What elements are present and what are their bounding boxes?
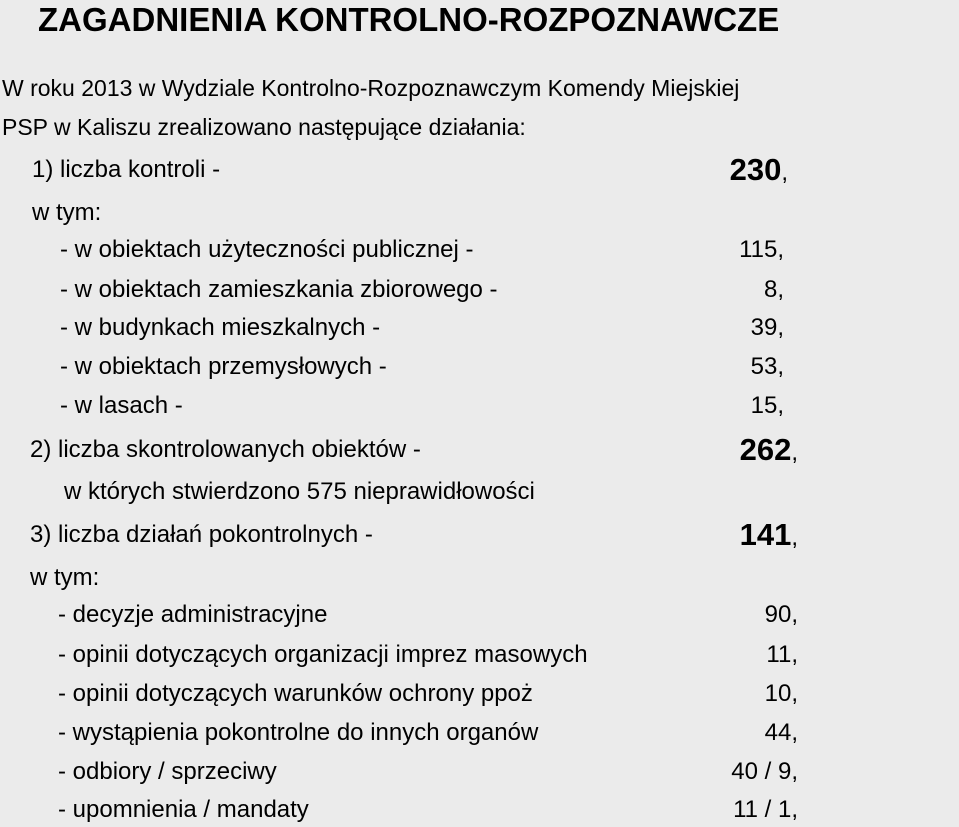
section3-value-wrap	[739, 517, 798, 553]
section1-item-label: - w obiektach zamieszkania zbiorowego -	[60, 276, 498, 303]
section1-subheader: w tym:	[32, 199, 102, 226]
section3-item	[58, 757, 798, 787]
section3-item	[58, 640, 798, 670]
section3-item	[58, 718, 798, 748]
section1-item-value: 39,	[750, 314, 784, 341]
section1-item-label: - w lasach -	[60, 392, 183, 419]
section2-row	[30, 432, 798, 467]
section2-suffix: ,	[791, 439, 798, 466]
section3-item-label: - opinii dotyczących organizacji imprez masowych	[58, 641, 588, 668]
section1-item-value: 8,	[763, 276, 784, 303]
section3-value: 141	[739, 517, 792, 552]
section2-note: w których stwierdzono 575 nieprawidłowości	[64, 478, 535, 505]
section1-item	[60, 313, 784, 343]
section1-value: 230	[729, 152, 782, 187]
section3-item-label: - odbiory / sprzeciwy	[58, 758, 277, 785]
section3-item	[58, 795, 798, 825]
section3-suffix: ,	[791, 524, 798, 551]
section3-row	[30, 517, 798, 552]
section3-item-value: 90,	[764, 601, 798, 628]
section3-item-value: 40 / 9,	[731, 758, 798, 785]
section2-label: 2) liczba skontrolowanych obiektów -	[30, 436, 421, 463]
section1-row	[32, 152, 788, 187]
intro-line-1: W roku 2013 w Wydziale Kontrolno-Rozpoznawczym Komendy Miejskiej	[2, 75, 740, 101]
section3-item-label: - decyzje administracyjne	[58, 601, 328, 628]
section1-item	[60, 391, 784, 421]
section3-item-label: - opinii dotyczących warunków ochrony ppoż	[58, 680, 533, 707]
section3-item-value: 11 / 1,	[733, 796, 798, 823]
section1-item	[60, 275, 784, 305]
section3-item-label: - wystąpienia pokontrolne do innych organów	[58, 719, 539, 746]
section1-item	[60, 235, 784, 265]
section1-value-wrap	[729, 152, 788, 188]
section3-item	[58, 679, 798, 709]
section1-item-value: 53,	[750, 353, 784, 380]
section1-label: 1) liczba kontroli -	[32, 156, 221, 183]
section3-item-value: 44,	[764, 719, 798, 746]
section1-item-label: - w obiektach przemysłowych -	[60, 353, 387, 380]
intro-line-2: PSP w Kaliszu zrealizowano następujące działania:	[2, 114, 526, 140]
section1-item-label: - w obiektach użyteczności publicznej -	[60, 236, 474, 263]
section3-item	[58, 600, 798, 630]
section2-value: 262	[739, 432, 792, 467]
section3-subheader: w tym:	[30, 564, 100, 591]
section3-item-value: 10,	[764, 680, 798, 707]
section2-value-wrap	[739, 432, 798, 468]
page-title: ZAGADNIENIA KONTROLNO-ROZPOZNAWCZE	[38, 1, 780, 38]
section3-label: 3) liczba działań pokontrolnych -	[30, 521, 373, 548]
section1-suffix: ,	[781, 159, 788, 186]
section3-item-value: 11,	[766, 641, 798, 668]
section1-item-label: - w budynkach mieszkalnych -	[60, 314, 381, 341]
section1-item-value: 115,	[739, 236, 784, 263]
section3-item-label: - upomnienia / mandaty	[58, 796, 309, 823]
section1-item-value: 15,	[750, 392, 784, 419]
section1-item	[60, 352, 784, 382]
